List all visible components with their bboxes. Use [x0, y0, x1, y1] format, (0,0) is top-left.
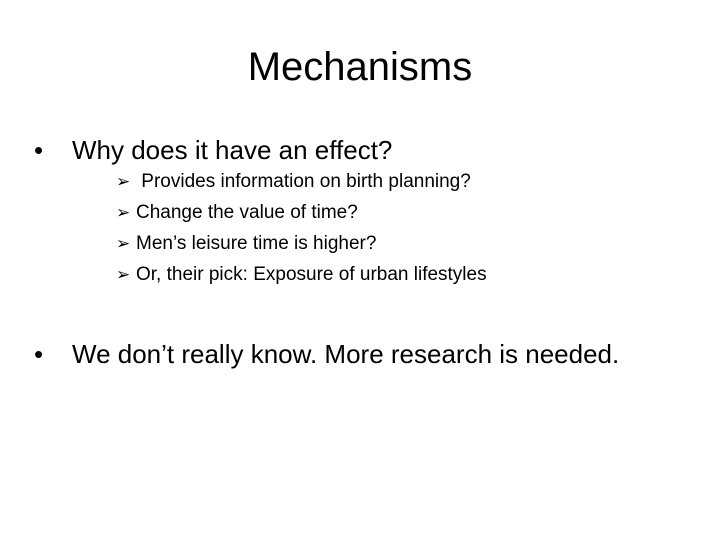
bullet-text: Why does it have an effect?	[72, 135, 393, 165]
arrow-bullet-icon: ➢	[116, 203, 131, 222]
sub-bullet-text: Men’s leisure time is higher?	[136, 233, 377, 254]
sub-bullet-item	[116, 232, 636, 256]
sub-bullet-item	[116, 263, 636, 287]
sub-bullet-text: Change the value of time?	[136, 202, 358, 223]
bullet-item	[34, 338, 634, 370]
arrow-bullet-icon: ➢	[116, 172, 131, 191]
sub-bullet-item	[116, 201, 636, 225]
arrow-bullet-icon: ➢	[116, 265, 131, 284]
bullet-dot-icon: •	[34, 135, 44, 165]
arrow-bullet-icon: ➢	[116, 234, 131, 253]
bullet-item	[34, 134, 674, 166]
slide-title: Mechanisms	[247, 45, 473, 89]
sub-bullet-text: Or, their pick: Exposure of urban lifestyles	[136, 264, 487, 285]
sub-bullet-text: Provides information on birth planning?	[136, 171, 471, 192]
bullet-text: We don’t really know. More research is needed.	[72, 339, 620, 369]
sub-bullet-item	[116, 170, 636, 194]
bullet-dot-icon: •	[34, 339, 44, 369]
